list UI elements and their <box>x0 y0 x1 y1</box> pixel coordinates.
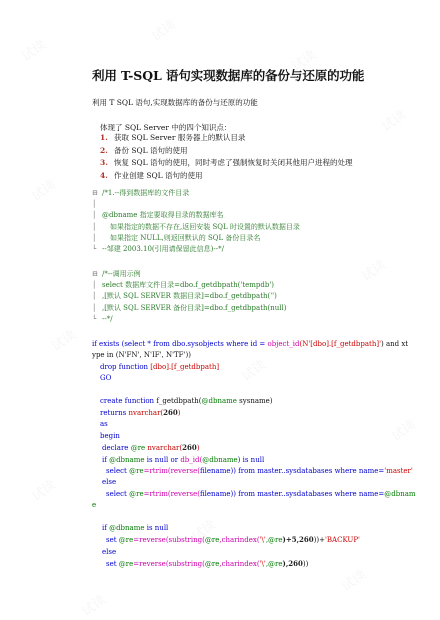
list-item: 1. 获取 SQL Server 服务器上的默认目录 <box>100 133 246 142</box>
comment-line: │ ,[默认 SQL SERVER 备份目录]=dbo.f_getdbpath(null) <box>92 303 287 312</box>
watermark <box>357 254 389 284</box>
list-item: 2. 备份 SQL 语句的使用 <box>100 145 188 155</box>
code-line: if exists (select * from dbo.sysobjects where id = object_id(N'[dbo].[f_getdbpath]') and xt <box>92 340 409 348</box>
knowledge-heading: 体现了 SQL Server 中的四个知识点： <box>100 123 232 132</box>
code-line: returns nvarchar(260) <box>100 408 181 418</box>
code-line: set @re=reverse(substring(@re,charindex('\',@re),260)) <box>106 558 309 568</box>
code-line: GO <box>100 374 112 383</box>
intro-paragraph: 利用 T SQL 语句,实现数据库的备份与还原的功能 <box>92 98 258 107</box>
comment-line: └ --邹建 2003.10(引用请保留此信息)--*/ <box>92 245 224 254</box>
comment-line: │ 如果指定的数据不存在,返回安装 SQL 时设置的默认数据目录 <box>92 222 300 231</box>
comment-line: │ @dbname 指定要取得目录的数据库名 <box>92 211 224 220</box>
comment-line: │ select 数据库文件目录=dbo.f_getdbpath('tempdb') <box>92 281 275 290</box>
code-line: select @re=rtrim(reverse(filename)) from master..sysdatabases where name=@dbnam <box>106 489 416 498</box>
sql-code-block <box>92 339 416 570</box>
comment-line: ⊟ /*1.--得到数据库的文件目录 <box>92 189 190 197</box>
comment-line: │ 如果指定 NULL,则返回默认的 SQL 备份目录名 <box>92 233 261 242</box>
code-line: else <box>102 547 117 556</box>
code-line: else <box>102 478 117 487</box>
code-line: create function f_getdbpath(@dbname sysname) <box>100 396 273 405</box>
code-line: select @re=rtrim(reverse(filename)) from master..sysdatabases where name='master' <box>106 467 413 476</box>
code-line: set @re=reverse(substring(@re,charindex('\',@re)+5,260))+'BACKUP' <box>106 535 360 545</box>
comment-line: └ --*/ <box>92 314 113 323</box>
code-line: if @dbname is null <box>102 523 169 532</box>
list-item: 3. 恢复 SQL 语句的使用，同时考虑了强制恢复时关闭其他用户进程的处理 <box>100 158 353 168</box>
watermark <box>27 174 59 204</box>
code-line: begin <box>100 431 120 440</box>
code-line: ype in (N'FN', N'IF', N'TF')) <box>92 351 191 360</box>
comment-block-1 <box>92 188 300 255</box>
list-item: 4. 作业创建 SQL 语句的使用 <box>100 170 203 180</box>
code-line: as <box>100 420 108 429</box>
code-line: if @dbname is null or db_id(@dbname) is null <box>102 455 265 464</box>
watermark <box>27 474 59 504</box>
watermark <box>17 34 49 64</box>
watermark <box>147 14 179 44</box>
code-line: e <box>92 501 97 510</box>
comment-line: │ <box>92 200 97 209</box>
comment-line: ⊟ /*--调用示例 <box>92 270 141 278</box>
comment-line: │ ,[默认 SQL SERVER 数据目录]=dbo.f_getdbpath('') <box>92 292 277 301</box>
document-title: 利用 T-SQL 语句实现数据库的备份与还原的功能 <box>92 68 365 83</box>
comment-block-2 <box>92 269 286 325</box>
code-line: drop function [dbo].[f_getdbpath] <box>100 362 220 371</box>
watermark <box>377 104 409 134</box>
watermark <box>77 589 109 619</box>
watermark <box>47 324 79 354</box>
code-line: declare @re nvarchar(260) <box>102 443 200 453</box>
knowledge-list <box>100 132 353 182</box>
